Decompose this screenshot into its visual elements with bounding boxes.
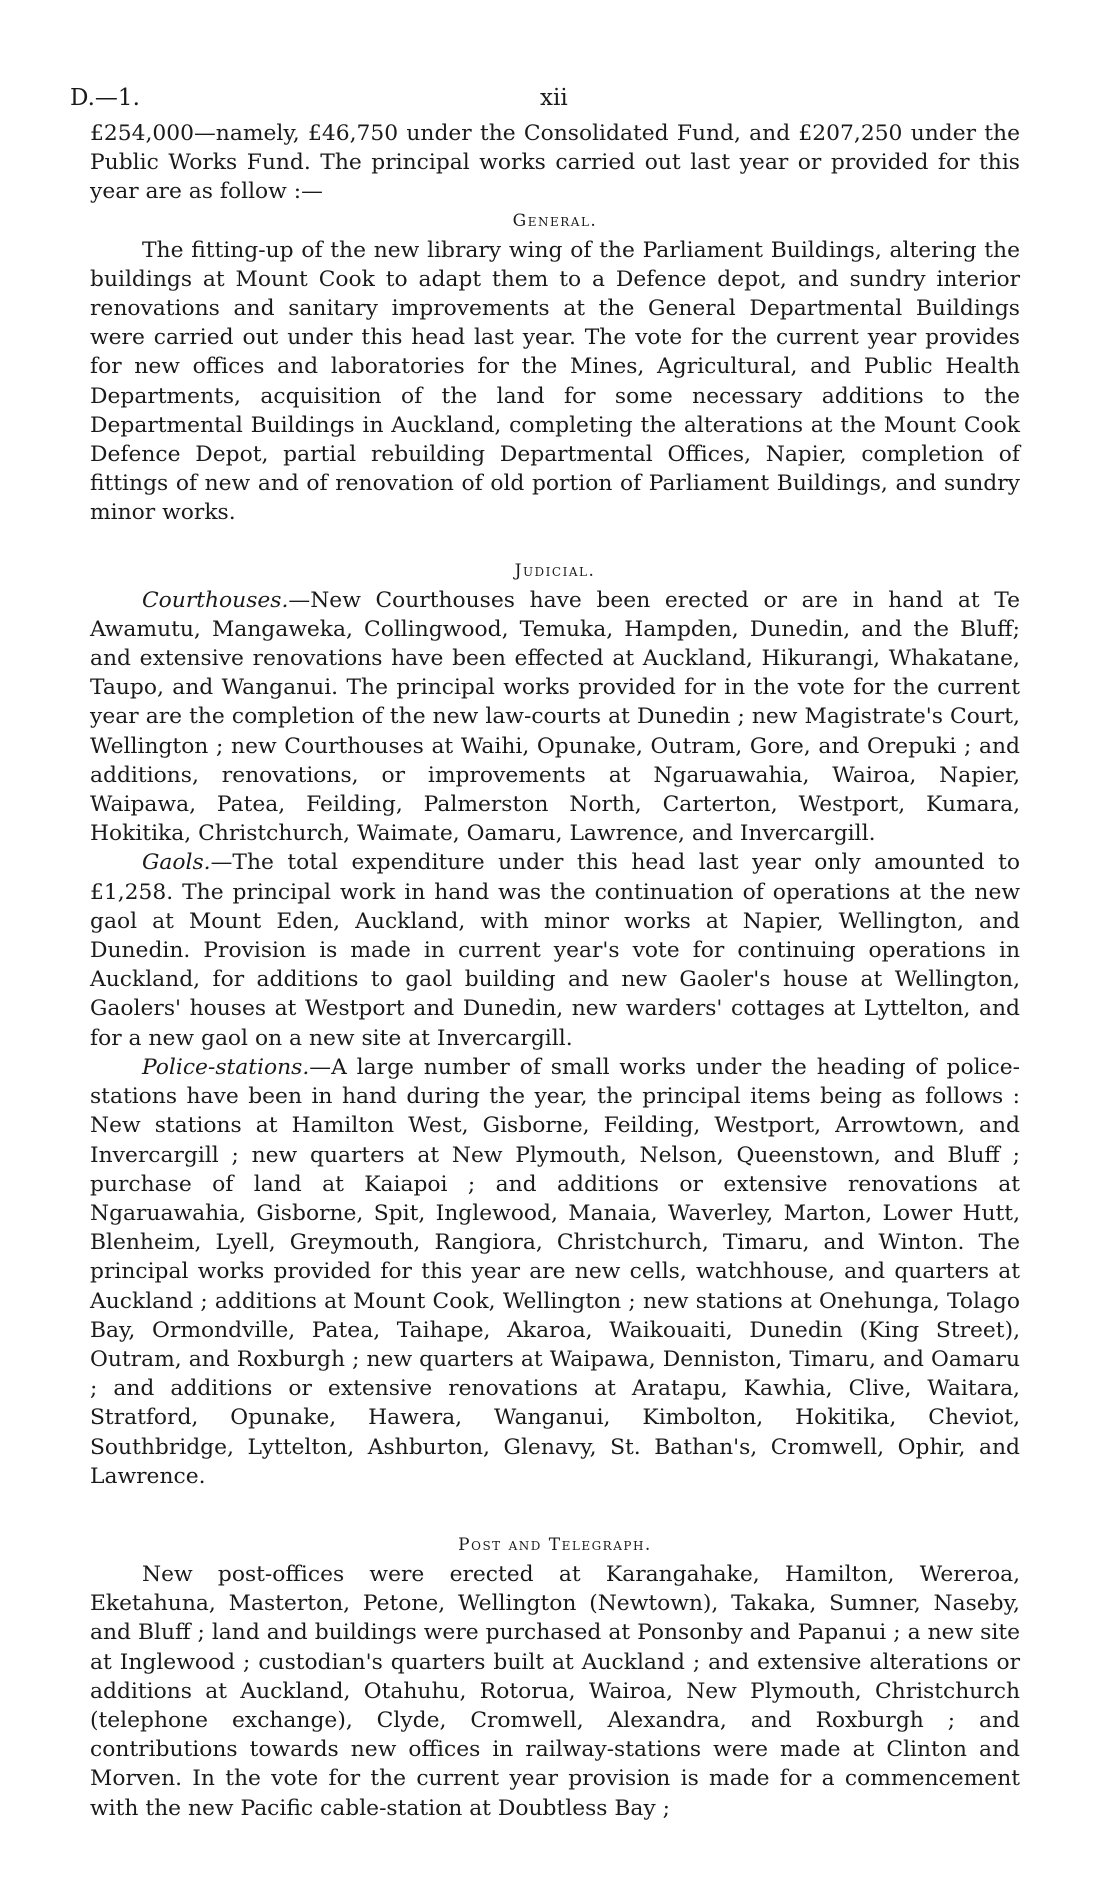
gaols-text: —The total expenditure under this head last year only amounted to £1,258. The principal work in hand was the continuation of operations at the new gaol at Mount Eden, Auckland, with minor works at Napier, Wellington, and Dunedin. Provision is made in current year's vote for continuing operations in Auckland, for additions to gaol building and new Gaoler's house at Wellington, Gaolers' houses at Westport and Dunedin, new warders' cottages at Lyttelton, and for a new gaol on a new site at Invercargill. bbox=[90, 850, 1020, 1051]
courthouses-paragraph bbox=[90, 586, 1020, 849]
gaols-paragraph bbox=[90, 848, 1020, 1052]
document-page bbox=[70, 85, 1020, 1823]
police-stations-subheading: Police-stations. bbox=[142, 1054, 310, 1080]
police-stations-paragraph bbox=[90, 1053, 1020, 1491]
section-heading-judicial: Judicial. bbox=[514, 560, 596, 581]
gaols-subheading: Gaols. bbox=[142, 850, 211, 876]
general-paragraph: The fitting-up of the new library wing of the Parliament Buildings, altering the buildings at Mount Cook to adapt them to a Defence depot, and sundry interior renovations and sanitary improvements at the General Departmental Buildings were carried out under this head last year. The vote for the current year provides for new offices and laboratories for the Mines, Agricultural, and Public Health Departments, acquisition of the land for some necessary additions to the Departmental Buildings in Auckland, completing the alterations at the Mount Cook Defence Depot, partial rebuilding Departmental Offices, Napier, completion of fittings of new and of renovation of old portion of Parliament Buildings, and sundry minor works. bbox=[90, 237, 1020, 526]
courthouses-text: —New Courthouses have been erected or are in hand at Te Awamutu, Mangaweka, Collingwood, Temuka, Hampden, Dunedin, and the Bluff; and extensive renovations have been effected at Auckland, Hikurangi, Whakatane, Taupo, and Wanganui. The principal works provided for in the vote for the current year are the completion of the new law-courts at Dunedin ; new Magistrate's Court, Wellington ; new Courthouses at Waihi, Opunake, Outram, Gore, and Orepuki ; and additions, renovations, or improvements at Ngaruawahia, Wairoa, Napier, Waipawa, Patea, Feilding, Palmerston North, Carterton, Westport, Kumara, Hokitika, Christchurch, Waimate, Oamaru, Lawrence, and Invercargill. bbox=[90, 587, 1020, 847]
courthouses-subheading: Courthouses. bbox=[142, 587, 289, 613]
intro-paragraph: £254,000—namely, £46,750 under the Consolidated Fund, and £207,250 under the Public Works Fund. The principal works carried out last year or provided for this year are as follow :— bbox=[90, 121, 1020, 205]
page-number: xii bbox=[540, 85, 568, 111]
document-reference: D.—1. bbox=[70, 85, 140, 111]
page-header bbox=[70, 85, 1020, 119]
police-stations-text: —A large number of small works under the heading of police-stations have been in hand during the year, the principal items being as follows : New stations at Hamilton West, Gisborne, Feilding, Westport, Arrowtown, and Invercargill ; new quarters at New Plymouth, Nelson, Queenstown, and Bluff ; purchase of land at Kaiapoi ; and additions or extensive renovations at Ngaruawahia, Gisborne, Spit, Inglewood, Manaia, Waverley, Marton, Lower Hutt, Blenheim, Lyell, Greymouth, Rangiora, Christchurch, Timaru, and Winton. The principal works provided for this year are new cells, watchhouse, and quarters at Auckland ; additions at Mount Cook, Wellington ; new stations at Onehunga, Tolago Bay, Ormondville, Patea, Taihape, Akaroa, Waikouaiti, Dunedin (King Street), Outram, and Roxburgh ; new quarters at Waipawa, Denniston, Timaru, and Oamaru ; and additions or extensive renovations at Aratapu, Kawhia, Clive, Waitara, Stratford, Opunake, Hawera, Wanganui, Kimbolton, Hokitika, Cheviot, Southbridge, Lyttelton, Ashburton, Glenavy, St. Bathan's, Cromwell, Ophir, and Lawrence. bbox=[90, 1054, 1020, 1489]
post-telegraph-paragraph: New post-offices were erected at Karangahake, Hamilton, Wereroa, Eketahuna, Masterton, Petone, Wellington (Newtown), Takaka, Sumner, Naseby, and Bluff ; land and buildings were purchased at Ponsonby and Papanui ; a new site at Inglewood ; custodian's quarters built at Auckland ; and extensive alterations or additions at Auckland, Otahuhu, Rotorua, Wairoa, New Plymouth, Christchurch (telephone exchange), Clyde, Cromwell, Alexandra, and Roxburgh ; and contributions towards new offices in railway-stations were made at Clinton and Morven. In the vote for the current year provision is made for a commencement with the new Pacific cable-station at Doubtless Bay ; bbox=[90, 1561, 1020, 1821]
section-heading-post-telegraph: Post and Telegraph. bbox=[458, 1534, 652, 1555]
section-heading-general: General. bbox=[512, 210, 598, 231]
